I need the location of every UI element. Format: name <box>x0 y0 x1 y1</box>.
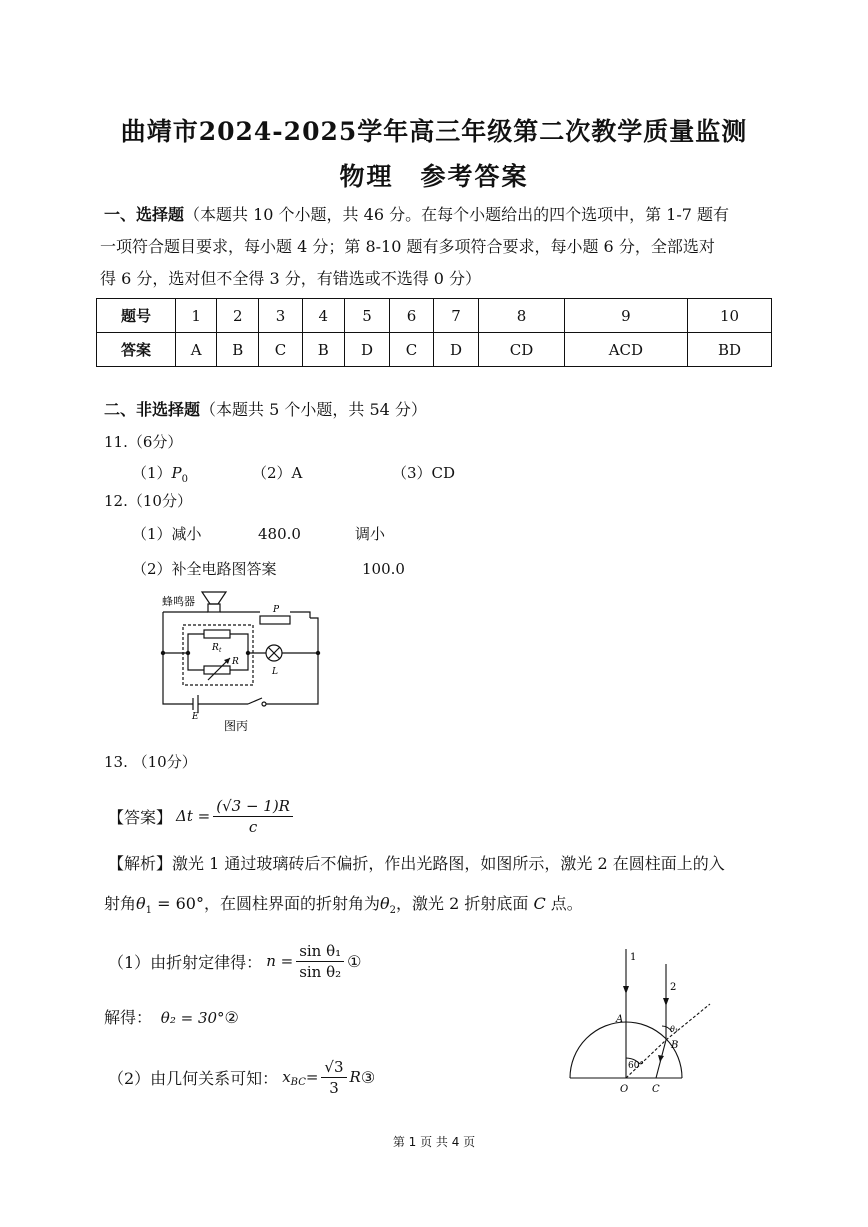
optics-label-o: O <box>620 1084 629 1095</box>
table-cell: 5 <box>344 299 389 333</box>
circuit-label-rt: R <box>212 643 219 653</box>
table-cell: ACD <box>564 333 687 367</box>
q12-answer1-extra: 调小 <box>355 525 386 543</box>
page-footer: 第 1 页 共 4 页 <box>392 1135 476 1149</box>
table-header-question: 题号 <box>97 299 176 333</box>
circuit-label-r: R <box>232 657 239 667</box>
q13-analysis-line1: 激光 1 通过玻璃砖后不偏折，作出光路图，如图所示，激光 2 在圆柱面上的入 <box>172 854 725 873</box>
table-cell: 8 <box>479 299 565 333</box>
optics-label-ray1: 1 <box>630 952 637 963</box>
q13-step3-fraction <box>321 1057 346 1098</box>
table-cell: 10 <box>688 299 772 333</box>
table-cell: C <box>390 333 434 367</box>
circuit-caption: 图丙 <box>224 719 249 733</box>
optics-label-ray2: 2 <box>670 982 677 993</box>
q13-theta2-symbol: θ <box>379 894 390 913</box>
q13-label: 13. （10分） <box>104 753 197 771</box>
q13-theta1-sub: 1 <box>145 905 153 917</box>
q13-point-c: C <box>533 894 546 913</box>
q12-label: 12.（10分） <box>104 492 192 510</box>
q13-step1-numerator: sin θ₁ <box>296 941 344 962</box>
q12-answer1-value: 480.0 <box>258 525 301 543</box>
q13-answer <box>108 792 296 840</box>
q13-answer-fraction <box>213 796 293 837</box>
section2-intro-text: （本题共 5 个小题，共 54 分） <box>200 400 427 419</box>
q12-answer1-prefix: （1）减小 <box>132 525 202 543</box>
q13-analysis-text: 点。 <box>545 894 583 913</box>
optics-label-a: A <box>616 1014 624 1025</box>
section1-heading: 一、选择题 <box>104 205 185 224</box>
answer-table <box>96 298 772 367</box>
q13-theta1-symbol: θ <box>136 894 146 913</box>
q13-step3-mark: ③ <box>360 1067 376 1087</box>
q13-step3-lhs: x <box>282 1068 291 1086</box>
table-cell: B <box>217 333 259 367</box>
optics-label-b: B <box>671 1040 679 1051</box>
q13-step3-lhs-sub: BC <box>290 1077 306 1088</box>
table-cell: B <box>302 333 344 367</box>
q13-step1 <box>108 936 362 986</box>
q13-step2 <box>104 1004 239 1032</box>
q13-answer-numerator: (√3 − 1)R <box>213 796 293 817</box>
q13-step3-prefix: （2）由几何关系可知： <box>108 1068 279 1088</box>
section1-intro-line1: （本题共 10 个小题，共 46 分。在每个小题给出的四个选项中，第 1-7 题有 <box>184 205 730 224</box>
circuit-label-buzzer: 蜂鸣器 <box>162 595 195 608</box>
table-cell: BD <box>688 333 772 367</box>
table-cell: 7 <box>433 299 478 333</box>
q13-step3-r: R <box>349 1068 361 1086</box>
table-cell: 1 <box>176 299 217 333</box>
circuit-label-rt-sub: t <box>219 647 222 654</box>
circuit-label-e: E <box>192 712 199 722</box>
q11-answer1-prefix: （1） <box>132 464 172 482</box>
section2-intro <box>104 394 427 426</box>
table-cell: A <box>176 333 217 367</box>
q11-label: 11.（6分） <box>104 433 183 451</box>
q13-answer-tag: 【答案】 <box>108 807 173 827</box>
q11-answer1-symbol: P <box>171 464 182 482</box>
q13-step3 <box>108 1052 375 1102</box>
table-cell: D <box>344 333 389 367</box>
table-cell: 6 <box>390 299 434 333</box>
table-row-questions <box>97 299 772 333</box>
q11-answer2: （2）A <box>252 464 303 482</box>
q13-step1-prefix: （1）由折射定律得： <box>108 952 263 972</box>
table-cell: 3 <box>259 299 303 333</box>
circuit-diagram <box>158 588 328 736</box>
circuit-label-p: P <box>273 605 280 615</box>
q13-analysis-text: ，在圆柱界面的折射角为 <box>203 894 380 913</box>
table-header-answer: 答案 <box>97 333 176 367</box>
q13-theta1-value: = 60° <box>152 894 204 913</box>
optics-label-c: C <box>652 1084 660 1095</box>
q13-analysis-tag: 【解析】 <box>108 854 173 873</box>
table-row-answers <box>97 333 772 367</box>
q13-analysis-text: 射角 <box>104 894 137 913</box>
section1-intro <box>100 199 784 295</box>
q12-answer2-prefix: （2）补全电路图答案 <box>132 560 277 578</box>
q13-analysis-text: ，激光 2 折射底面 <box>396 894 534 913</box>
q13-step3-numerator: √3 <box>321 1057 346 1078</box>
q12-answer2-value: 100.0 <box>362 560 405 578</box>
section1-intro-line3: 得 6 分，选对但不全得 3 分，有错选或不选得 0 分） <box>100 269 482 288</box>
circuit-label-l: L <box>272 667 278 677</box>
table-cell: 2 <box>217 299 259 333</box>
table-cell: 4 <box>302 299 344 333</box>
optics-label-theta1: θ₁ <box>670 1025 679 1034</box>
q13-theta2-sub: 2 <box>389 905 396 917</box>
q13-step1-denominator: sin θ₂ <box>299 962 342 981</box>
optics-figure <box>560 944 720 1099</box>
page-subtitle: 物理 参考答案 <box>339 162 529 191</box>
q13-analysis-line2 <box>104 888 804 927</box>
q13-step2-prefix: 解得： <box>104 1008 153 1027</box>
q13-analysis <box>108 848 788 880</box>
section2-heading: 二、非选择题 <box>104 400 201 419</box>
q13-step3-denominator: 3 <box>329 1078 339 1097</box>
table-cell: 9 <box>564 299 687 333</box>
q13-step3-eq: = <box>305 1068 319 1086</box>
page-title: 曲靖市2024-2025学年高三年级第二次教学质量监测 <box>120 117 748 146</box>
table-cell: C <box>259 333 303 367</box>
q13-answer-lhs: Δt = <box>176 807 211 825</box>
optics-label-angle: 60° <box>628 1061 644 1071</box>
q11-answer1-sub: 0 <box>181 474 189 485</box>
section1-intro-line2: 一项符合题目要求，每小题 4 分；第 8-10 题有多项符合要求，每小题 6 分，全部选对 <box>100 237 715 256</box>
q13-answer-denominator: c <box>248 817 258 836</box>
q11-answer3: （3）CD <box>392 464 456 482</box>
q13-step2-expr: θ₂ = 30° <box>160 1009 225 1027</box>
q13-step1-fraction <box>296 941 344 982</box>
q13-step1-mark: ① <box>347 951 362 971</box>
q13-step2-mark: ② <box>224 1008 239 1027</box>
table-cell: CD <box>479 333 565 367</box>
q13-step1-lhs: n = <box>266 952 294 970</box>
table-cell: D <box>433 333 478 367</box>
